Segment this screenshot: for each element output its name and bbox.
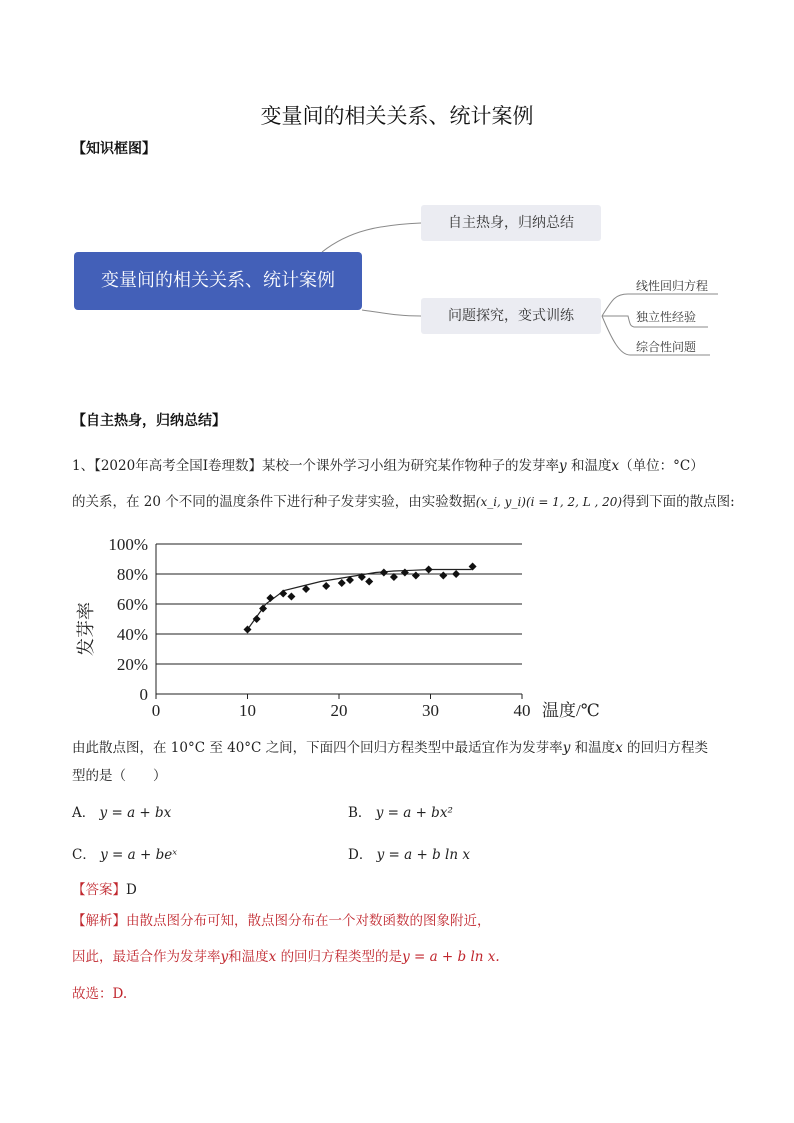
y-tick-label: 40% (116, 625, 148, 644)
problem-line-2: 的关系，在 20 个不同的温度条件下进行种子发芽实验，由实验数据(x_i, y_i)(i = 1, 2, L , 20)得到下面的散点图: (72, 494, 735, 510)
option-d[interactable]: D． y = a + b ln x (348, 847, 470, 863)
answer-value: D (126, 882, 137, 898)
data-point (365, 578, 373, 586)
data-point (244, 626, 252, 634)
x-tick-label: 40 (513, 701, 531, 720)
problem-number: 1、 (72, 458, 95, 474)
data-point (338, 579, 346, 587)
x-tick-label: 20 (330, 701, 348, 720)
data-point (322, 582, 330, 590)
y-tick-label: 100% (108, 535, 148, 554)
option-b[interactable]: B． y = a + bx² (348, 805, 453, 821)
answer-line (72, 880, 137, 900)
data-point (266, 594, 274, 602)
data-point (380, 569, 388, 577)
analysis-label: 【解析】 (72, 913, 126, 929)
option-a[interactable]: A． y = a + bx (72, 805, 172, 821)
y-axis-label: 发芽率 (76, 602, 96, 656)
mindmap-branch-explore: 问题探究，变式训练 (421, 298, 601, 334)
x-tick-label: 0 (151, 701, 161, 720)
y-tick-label: 0 (139, 685, 148, 704)
analysis-line-2: 因此，最适合作为发芽率y和温度x 的回归方程类型的是y = a + b ln x. (72, 949, 500, 965)
x-tick-label: 10 (239, 701, 256, 720)
data-point (439, 572, 447, 580)
y-tick-label: 20% (116, 655, 148, 674)
data-point (425, 566, 433, 574)
data-notation: (x_i, y_i)(i = 1, 2, L , 20) (475, 495, 623, 509)
data-point (401, 569, 409, 577)
mindmap-leaf-independence: 独立性经验 (636, 310, 697, 324)
mindmap-leaf-linear-regression: 线性回归方程 (636, 279, 709, 293)
section-knowledge-heading: 【知识框图】 (72, 141, 156, 157)
problem-source: 【2020年高考全国Ⅰ卷理数】 (94, 458, 263, 474)
data-point (452, 570, 460, 578)
page-title: 变量间的相关关系、统计案例 (260, 104, 534, 128)
data-point (287, 593, 295, 601)
mindmap-leaf-comprehensive: 综合性问题 (636, 340, 697, 354)
data-point (279, 590, 287, 598)
analysis-line-1: 【解析】由散点图分布可知，散点图分布在一个对数函数的图象附近， (72, 913, 491, 929)
x-axis-label: 温度/℃ (542, 701, 600, 720)
question-line-2: 型的是（ ） (72, 768, 167, 784)
section-warmup-heading: 【自主热身，归纳总结】 (72, 413, 226, 429)
question-line-1: 由此散点图，在 10°C 至 40°C 之间，下面四个回归方程类型中最适宜作为发芽率y 和温度x 的回归方程类 (72, 740, 709, 756)
data-point (412, 572, 420, 580)
y-tick-label: 60% (116, 595, 148, 614)
scatter-chart (70, 528, 630, 728)
x-tick-label: 30 (422, 701, 439, 720)
option-c[interactable]: C． y = a + beˣ (72, 847, 178, 863)
mindmap-root-node: 变量间的相关关系、统计案例 (74, 252, 362, 310)
problem-line-1: 1、【2020年高考全国Ⅰ卷理数】某校一个课外学习小组为研究某作物种子的发芽率y 和温度x（单位：°C） (72, 458, 704, 474)
data-point (253, 615, 261, 623)
mindmap-branch-warmup: 自主热身，归纳总结 (421, 205, 601, 241)
analysis-line-3: 故选：D. (72, 986, 128, 1002)
answer-label: 【答案】 (72, 882, 126, 898)
y-tick-label: 80% (116, 565, 148, 584)
